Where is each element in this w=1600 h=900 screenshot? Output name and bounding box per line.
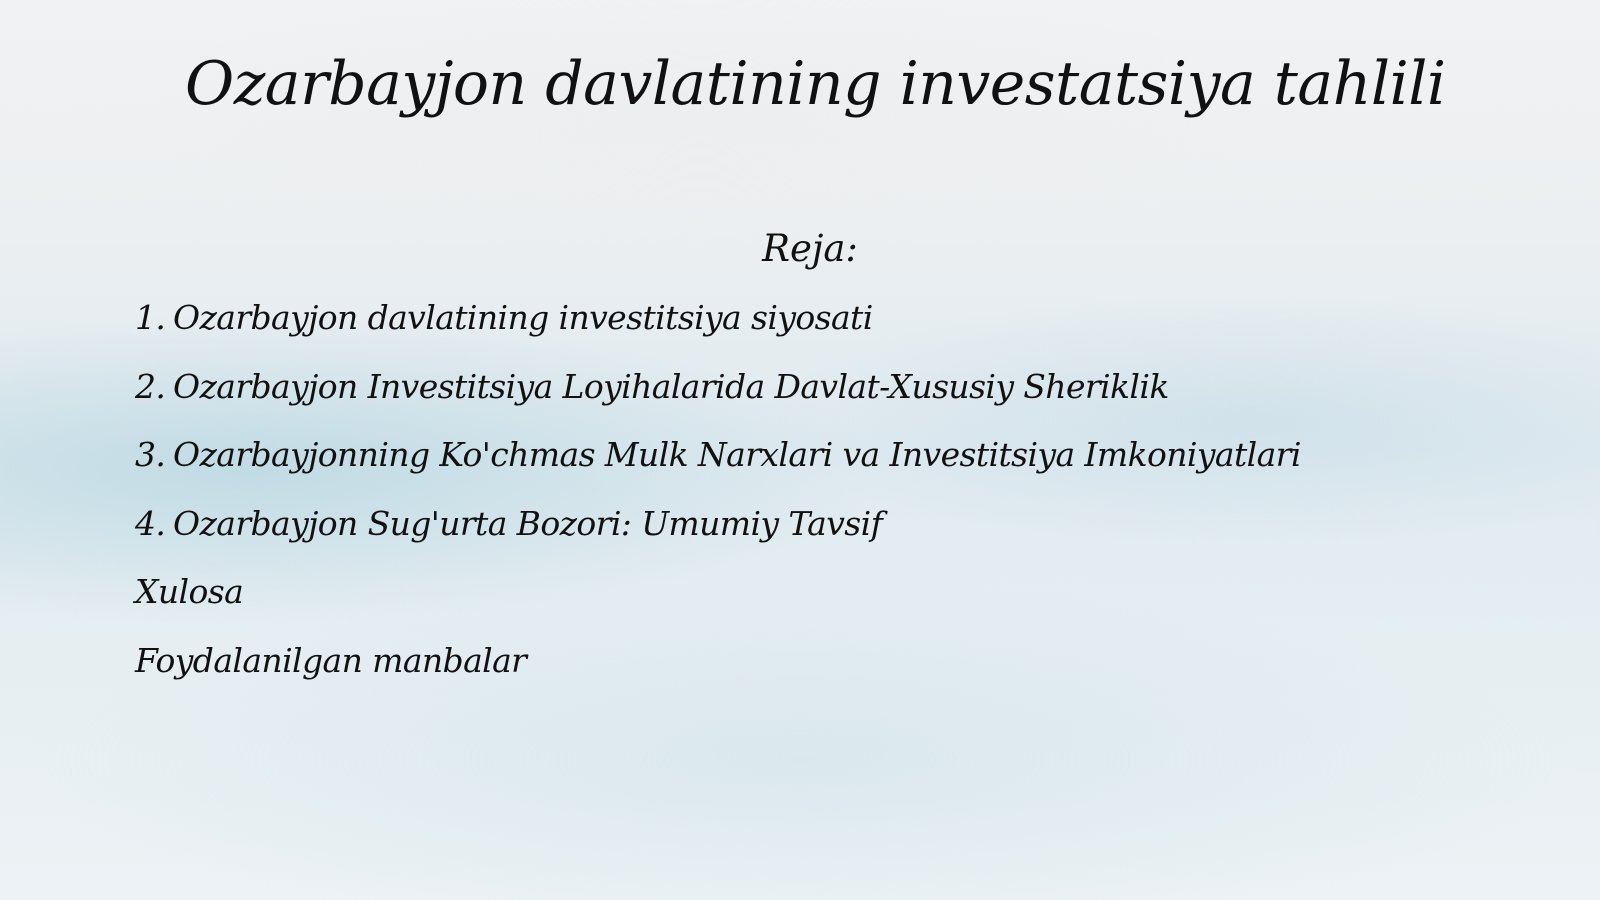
plan-item-text: Ozarbayjon davlatining investitsiya siyosati [173,298,873,337]
plan-item-sources [135,639,1301,708]
plan-item-text: Ozarbayjon Sug'urta Bozori: Umumiy Tavsif [173,503,883,543]
plan-heading: Reja: [762,227,858,270]
plan-item-text: Ozarbayjonning Ko'chmas Mulk Narxlari va Investitsiya Imkoniyatlari [173,435,1301,474]
plan-item-number: 3. [135,435,166,474]
slide-title: Ozarbayjon davlatining investatsiya tahlili [185,49,1446,119]
plan-item-text: Foydalanilgan manbalar [135,640,527,680]
plan-item-text: Ozarbayjon Investitsiya Loyihalarida Davlat-Xususiy Sheriklik [173,366,1169,406]
plan-item-2 [135,365,1301,434]
plan-item-3 [135,433,1301,502]
plan-item-text: Xulosa [135,572,244,611]
plan-item-number: 2. [135,366,166,406]
plan-list [135,296,1301,707]
plan-item-conclusion [135,570,1301,639]
plan-item-number: 4. [135,503,166,543]
plan-item-number: 1. [135,298,166,337]
plan-item-1 [135,296,1301,365]
plan-item-4 [135,502,1301,571]
